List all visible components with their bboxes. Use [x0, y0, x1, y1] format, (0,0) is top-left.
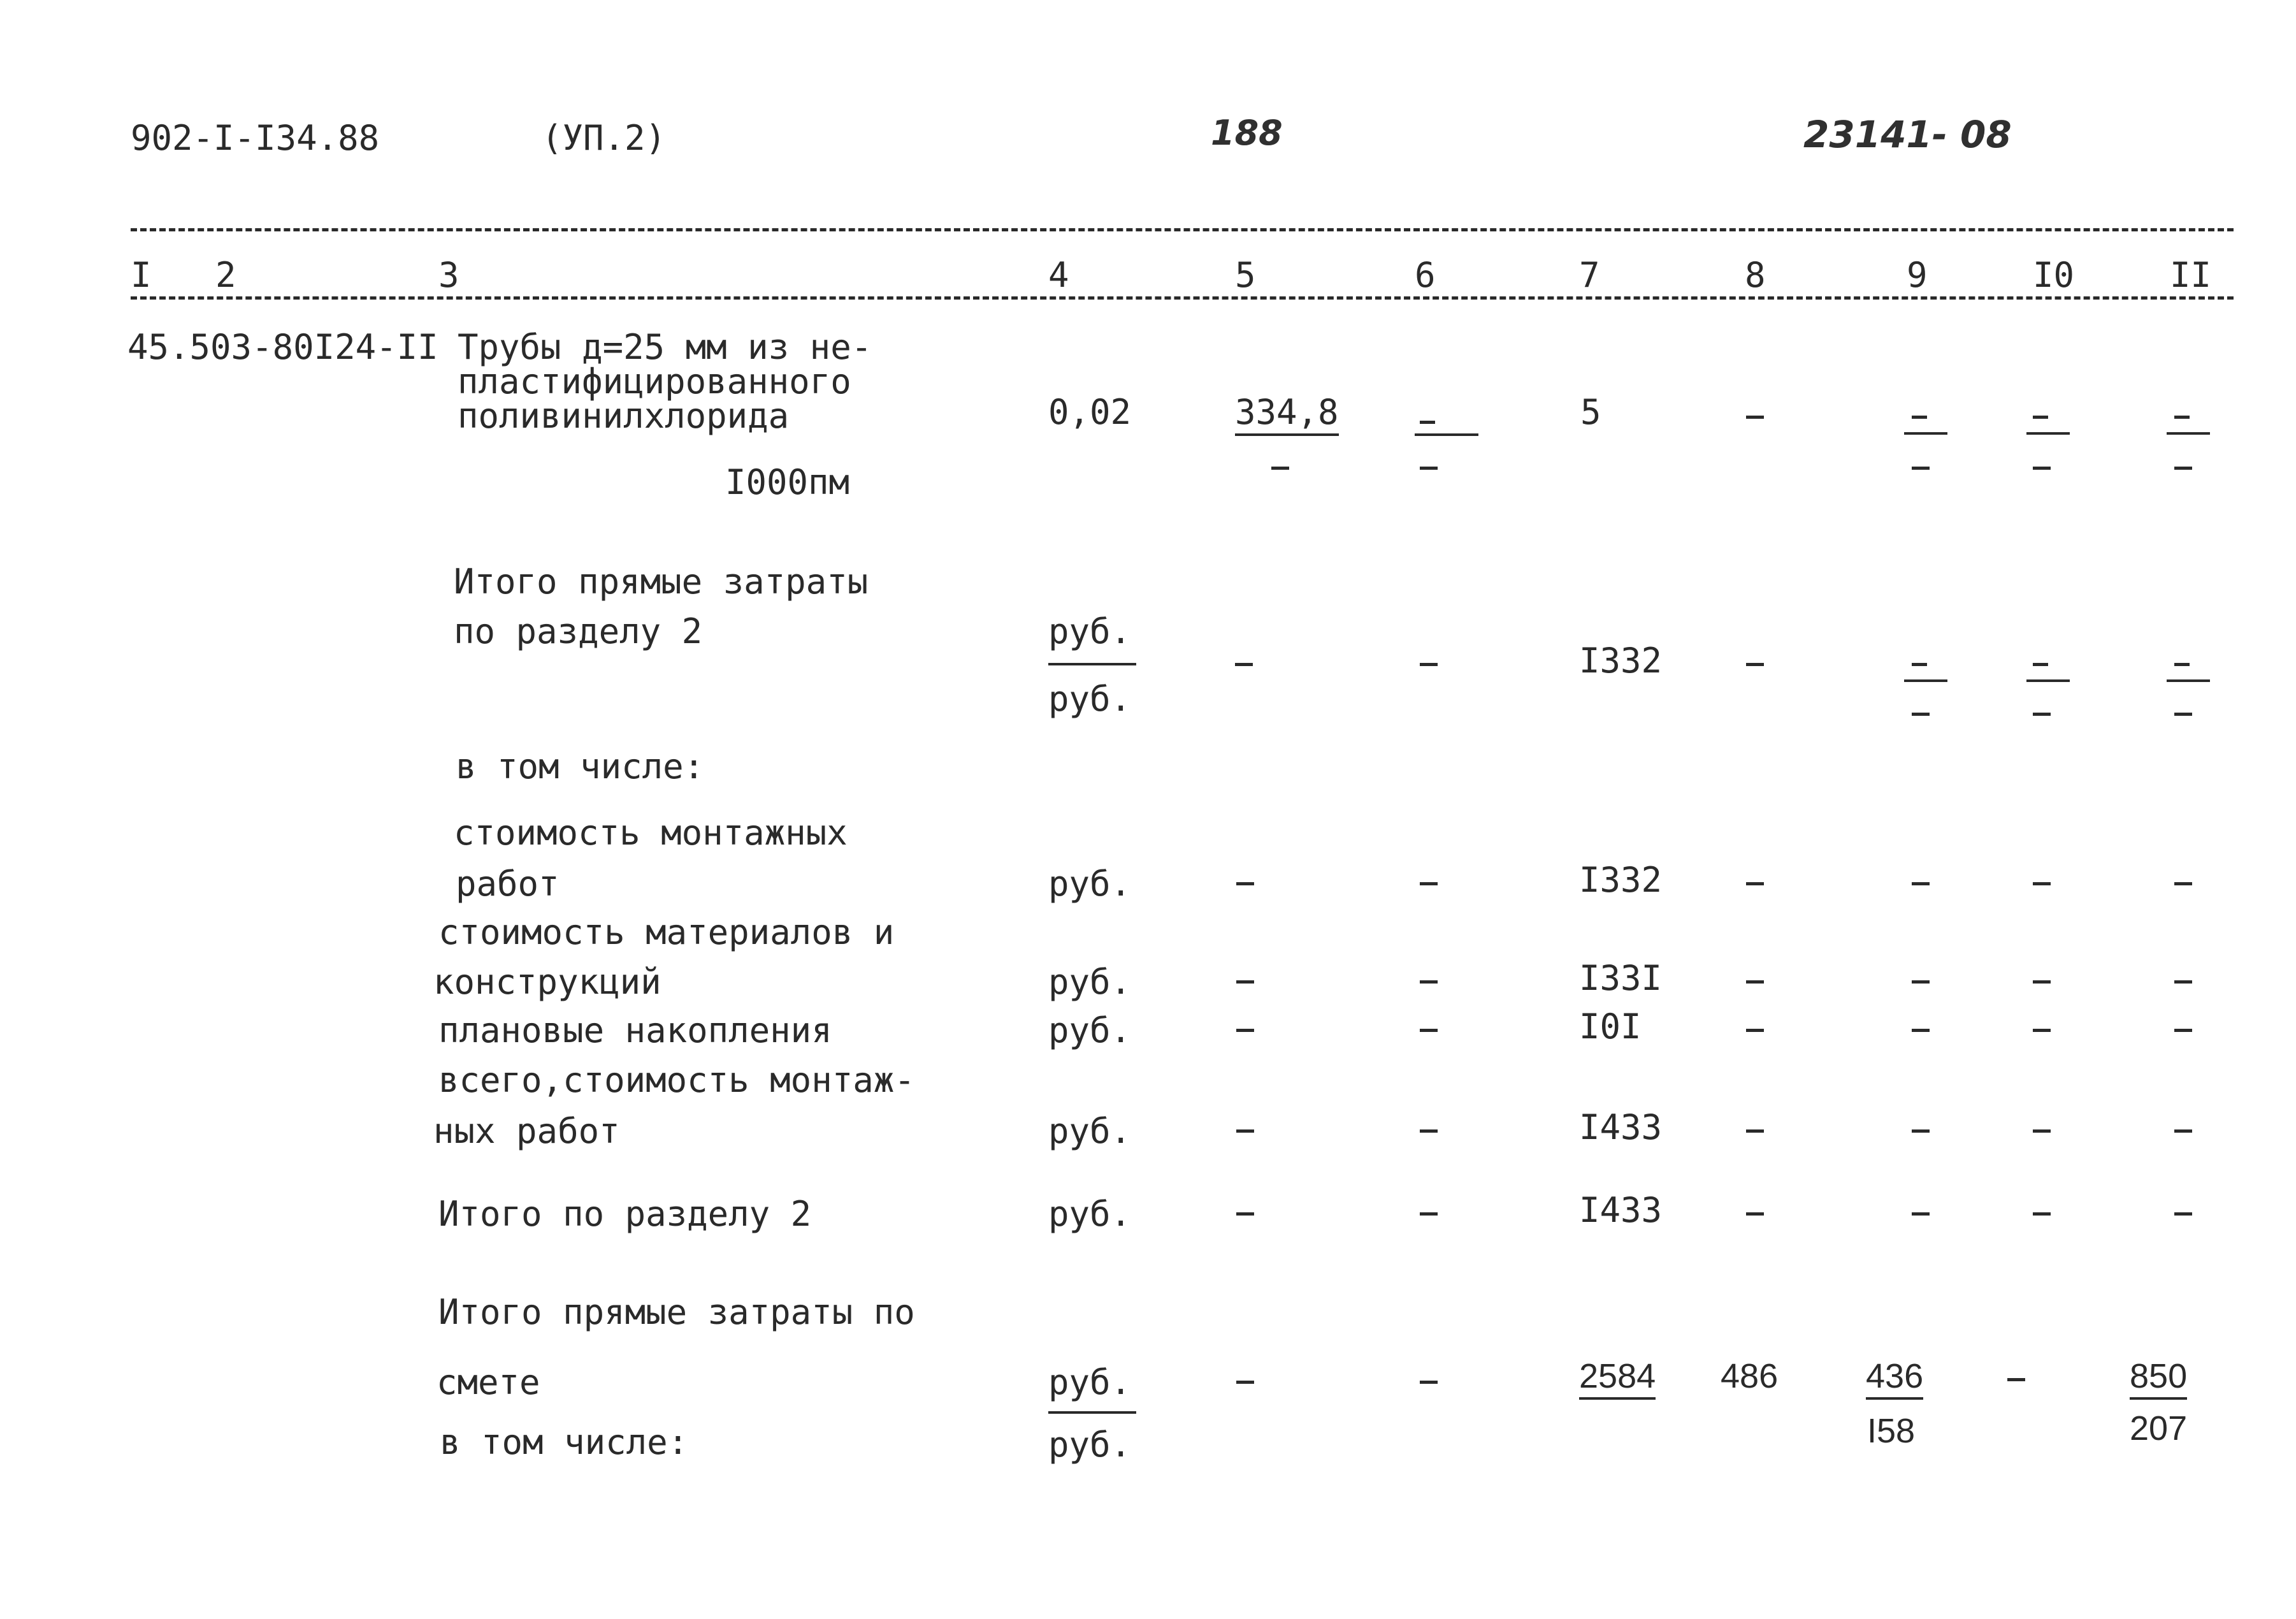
document-code: 902-I-I34.88 — [131, 118, 380, 158]
materials-cost-col8-dash — [1746, 980, 1764, 984]
planned-savings-col9-dash — [1912, 1029, 1930, 1032]
item-col10-fraction-line — [2026, 432, 2070, 435]
section-total-col5-dash — [1236, 1212, 1254, 1216]
direct-costs-col10-lower-dash — [2033, 713, 2051, 716]
direct-costs-unit-bottom: руб. — [1048, 679, 1132, 719]
assembly-cost-col6-dash — [1420, 882, 1438, 885]
direct-costs-col10-upper-dash — [2033, 663, 2048, 666]
direct-costs-col8-dash — [1746, 663, 1764, 666]
materials-cost-col11-dash — [2174, 980, 2192, 984]
planned-savings-label: плановые накопления — [438, 1010, 832, 1050]
column-header-1: I — [131, 255, 152, 295]
column-header-5: 5 — [1235, 255, 1256, 295]
column-header-9: 9 — [1907, 255, 1928, 295]
assembly-cost-line2: работ — [456, 864, 560, 904]
section-total-col6-dash — [1420, 1212, 1438, 1216]
total-assembly-col9-dash — [1912, 1129, 1930, 1133]
materials-cost-line2: конструкций — [433, 962, 661, 1002]
direct-costs-col9-lower-dash — [1912, 713, 1930, 716]
item-unit: I000пм — [725, 462, 850, 502]
item-col10-upper-dash — [2033, 416, 2048, 419]
item-description-line3: поливинилхлорида — [458, 396, 790, 436]
assembly-cost-unit: руб. — [1048, 864, 1132, 904]
item-description-line2: пластифицированного — [458, 361, 851, 402]
total-assembly-line2: ных работ — [433, 1111, 620, 1151]
section-total-label: Итого по разделу 2 — [438, 1194, 812, 1234]
column-header-11: II — [2170, 255, 2212, 295]
item-col6-fraction-line — [1415, 433, 1478, 436]
assembly-cost-col10-dash — [2033, 882, 2051, 885]
estimate-total-unit-top: руб. — [1048, 1362, 1132, 1402]
header-top-rule — [131, 228, 2234, 231]
direct-costs-col6-dash — [1420, 663, 1438, 666]
total-assembly-line1: всего,стоимость монтаж- — [438, 1060, 915, 1100]
section-total-total: I433 — [1579, 1190, 1663, 1230]
item-col11-lower-dash — [2174, 467, 2192, 470]
assembly-cost-col8-dash — [1746, 882, 1764, 885]
planned-savings-col6-dash — [1420, 1029, 1438, 1032]
planned-savings-col5-dash — [1236, 1029, 1254, 1032]
column-header-6: 6 — [1415, 255, 1436, 295]
item-col9-lower-dash — [1912, 467, 1930, 470]
section-total-unit: руб. — [1048, 1194, 1132, 1234]
item-code: 45.503-80I24-II — [127, 327, 438, 367]
item-col11-upper-dash — [2174, 416, 2190, 419]
materials-cost-col5-dash — [1236, 980, 1254, 984]
materials-cost-total: I33I — [1579, 958, 1663, 998]
total-assembly-col8-dash — [1746, 1129, 1764, 1133]
assembly-cost-col9-dash — [1912, 882, 1930, 885]
section-total-col11-dash — [2174, 1212, 2192, 1216]
materials-cost-col6-dash — [1420, 980, 1438, 984]
section-total-col10-dash — [2033, 1212, 2051, 1216]
estimate-total-col11-bottom: 207 — [2130, 1409, 2188, 1448]
section-total-col8-dash — [1746, 1212, 1764, 1216]
item-description-line1: Трубы д=25 мм из не- — [458, 327, 872, 367]
estimate-total-col11-top: 850 — [2130, 1359, 2187, 1400]
header-bottom-rule — [131, 296, 2234, 300]
total-assembly-unit: руб. — [1048, 1111, 1132, 1151]
materials-cost-col10-dash — [2033, 980, 2051, 984]
total-assembly-total: I433 — [1579, 1107, 1663, 1147]
estimate-total-unit-fraction-line — [1048, 1411, 1136, 1414]
materials-cost-col9-dash — [1912, 980, 1930, 984]
section-total-col9-dash — [1912, 1212, 1930, 1216]
direct-costs-col9-fraction-line — [1904, 679, 1947, 682]
item-quantity: 0,02 — [1048, 392, 1132, 432]
item-col6-lower-dash — [1420, 467, 1438, 470]
direct-costs-col11-lower-dash — [2174, 713, 2192, 716]
estimate-total-unit-bottom: руб. — [1048, 1425, 1132, 1465]
item-col10-lower-dash — [2033, 467, 2051, 470]
page-number: 188 — [1211, 113, 1283, 153]
estimate-including-label: в том числе: — [440, 1422, 689, 1462]
estimate-total-col6-dash — [1420, 1381, 1438, 1384]
item-col8-dash — [1746, 416, 1764, 419]
assembly-cost-line1: стоимость монтажных — [454, 813, 848, 853]
column-header-7: 7 — [1579, 255, 1600, 295]
section-code: (УП.2) — [542, 118, 667, 158]
planned-savings-col10-dash — [2033, 1029, 2051, 1032]
estimate-total-col9-bottom: I58 — [1867, 1412, 1916, 1450]
column-header-2: 2 — [215, 255, 236, 295]
estimate-total-col10-dash — [2007, 1378, 2025, 1381]
total-assembly-col11-dash — [2174, 1129, 2192, 1133]
column-header-4: 4 — [1048, 255, 1069, 295]
archive-number: 23141- 08 — [1803, 113, 2012, 156]
item-total: 5 — [1580, 392, 1601, 432]
column-header-10: I0 — [2033, 255, 2075, 295]
planned-savings-unit: руб. — [1048, 1010, 1132, 1050]
direct-costs-col10-fraction-line — [2026, 679, 2070, 682]
direct-costs-col9-upper-dash — [1912, 663, 1927, 666]
including-label: в том числе: — [456, 746, 705, 787]
item-col11-fraction-line — [2167, 432, 2210, 435]
item-col6-upper-dash — [1420, 421, 1435, 424]
estimate-total-line2: смете — [437, 1362, 540, 1402]
direct-costs-col5-dash — [1235, 663, 1253, 666]
planned-savings-col11-dash — [2174, 1029, 2192, 1032]
direct-costs-unit-top: руб. — [1048, 611, 1132, 651]
assembly-cost-total: I332 — [1579, 860, 1663, 900]
item-col5-lower-dash — [1271, 467, 1289, 470]
assembly-cost-col11-dash — [2174, 882, 2192, 885]
item-col9-upper-dash — [1912, 416, 1927, 419]
materials-cost-unit: руб. — [1048, 962, 1132, 1002]
estimate-total-col8: 486 — [1721, 1357, 1779, 1395]
direct-costs-col11-upper-dash — [2174, 663, 2190, 666]
total-assembly-col5-dash — [1236, 1129, 1254, 1133]
item-unit-price: 334,8 — [1235, 395, 1339, 436]
direct-costs-line2: по разделу 2 — [454, 611, 703, 651]
planned-savings-total: I0I — [1579, 1006, 1642, 1047]
total-assembly-col6-dash — [1420, 1129, 1438, 1133]
direct-costs-line1: Итого прямые затраты — [454, 562, 869, 602]
estimate-total-col7: 2584 — [1579, 1359, 1656, 1400]
column-header-8: 8 — [1745, 255, 1766, 295]
estimate-total-col5-dash — [1236, 1381, 1254, 1384]
planned-savings-col8-dash — [1746, 1029, 1764, 1032]
item-col9-fraction-line — [1904, 432, 1947, 435]
column-header-3: 3 — [438, 255, 459, 295]
total-assembly-col10-dash — [2033, 1129, 2051, 1133]
direct-costs-unit-fraction-line — [1048, 663, 1136, 665]
direct-costs-total: I332 — [1579, 641, 1663, 681]
materials-cost-line1: стоимость материалов и — [438, 912, 895, 952]
assembly-cost-col5-dash — [1236, 882, 1254, 885]
estimate-total-col9-top: 436 — [1866, 1359, 1923, 1400]
direct-costs-col11-fraction-line — [2167, 679, 2210, 682]
estimate-total-line1: Итого прямые затраты по — [438, 1292, 915, 1332]
